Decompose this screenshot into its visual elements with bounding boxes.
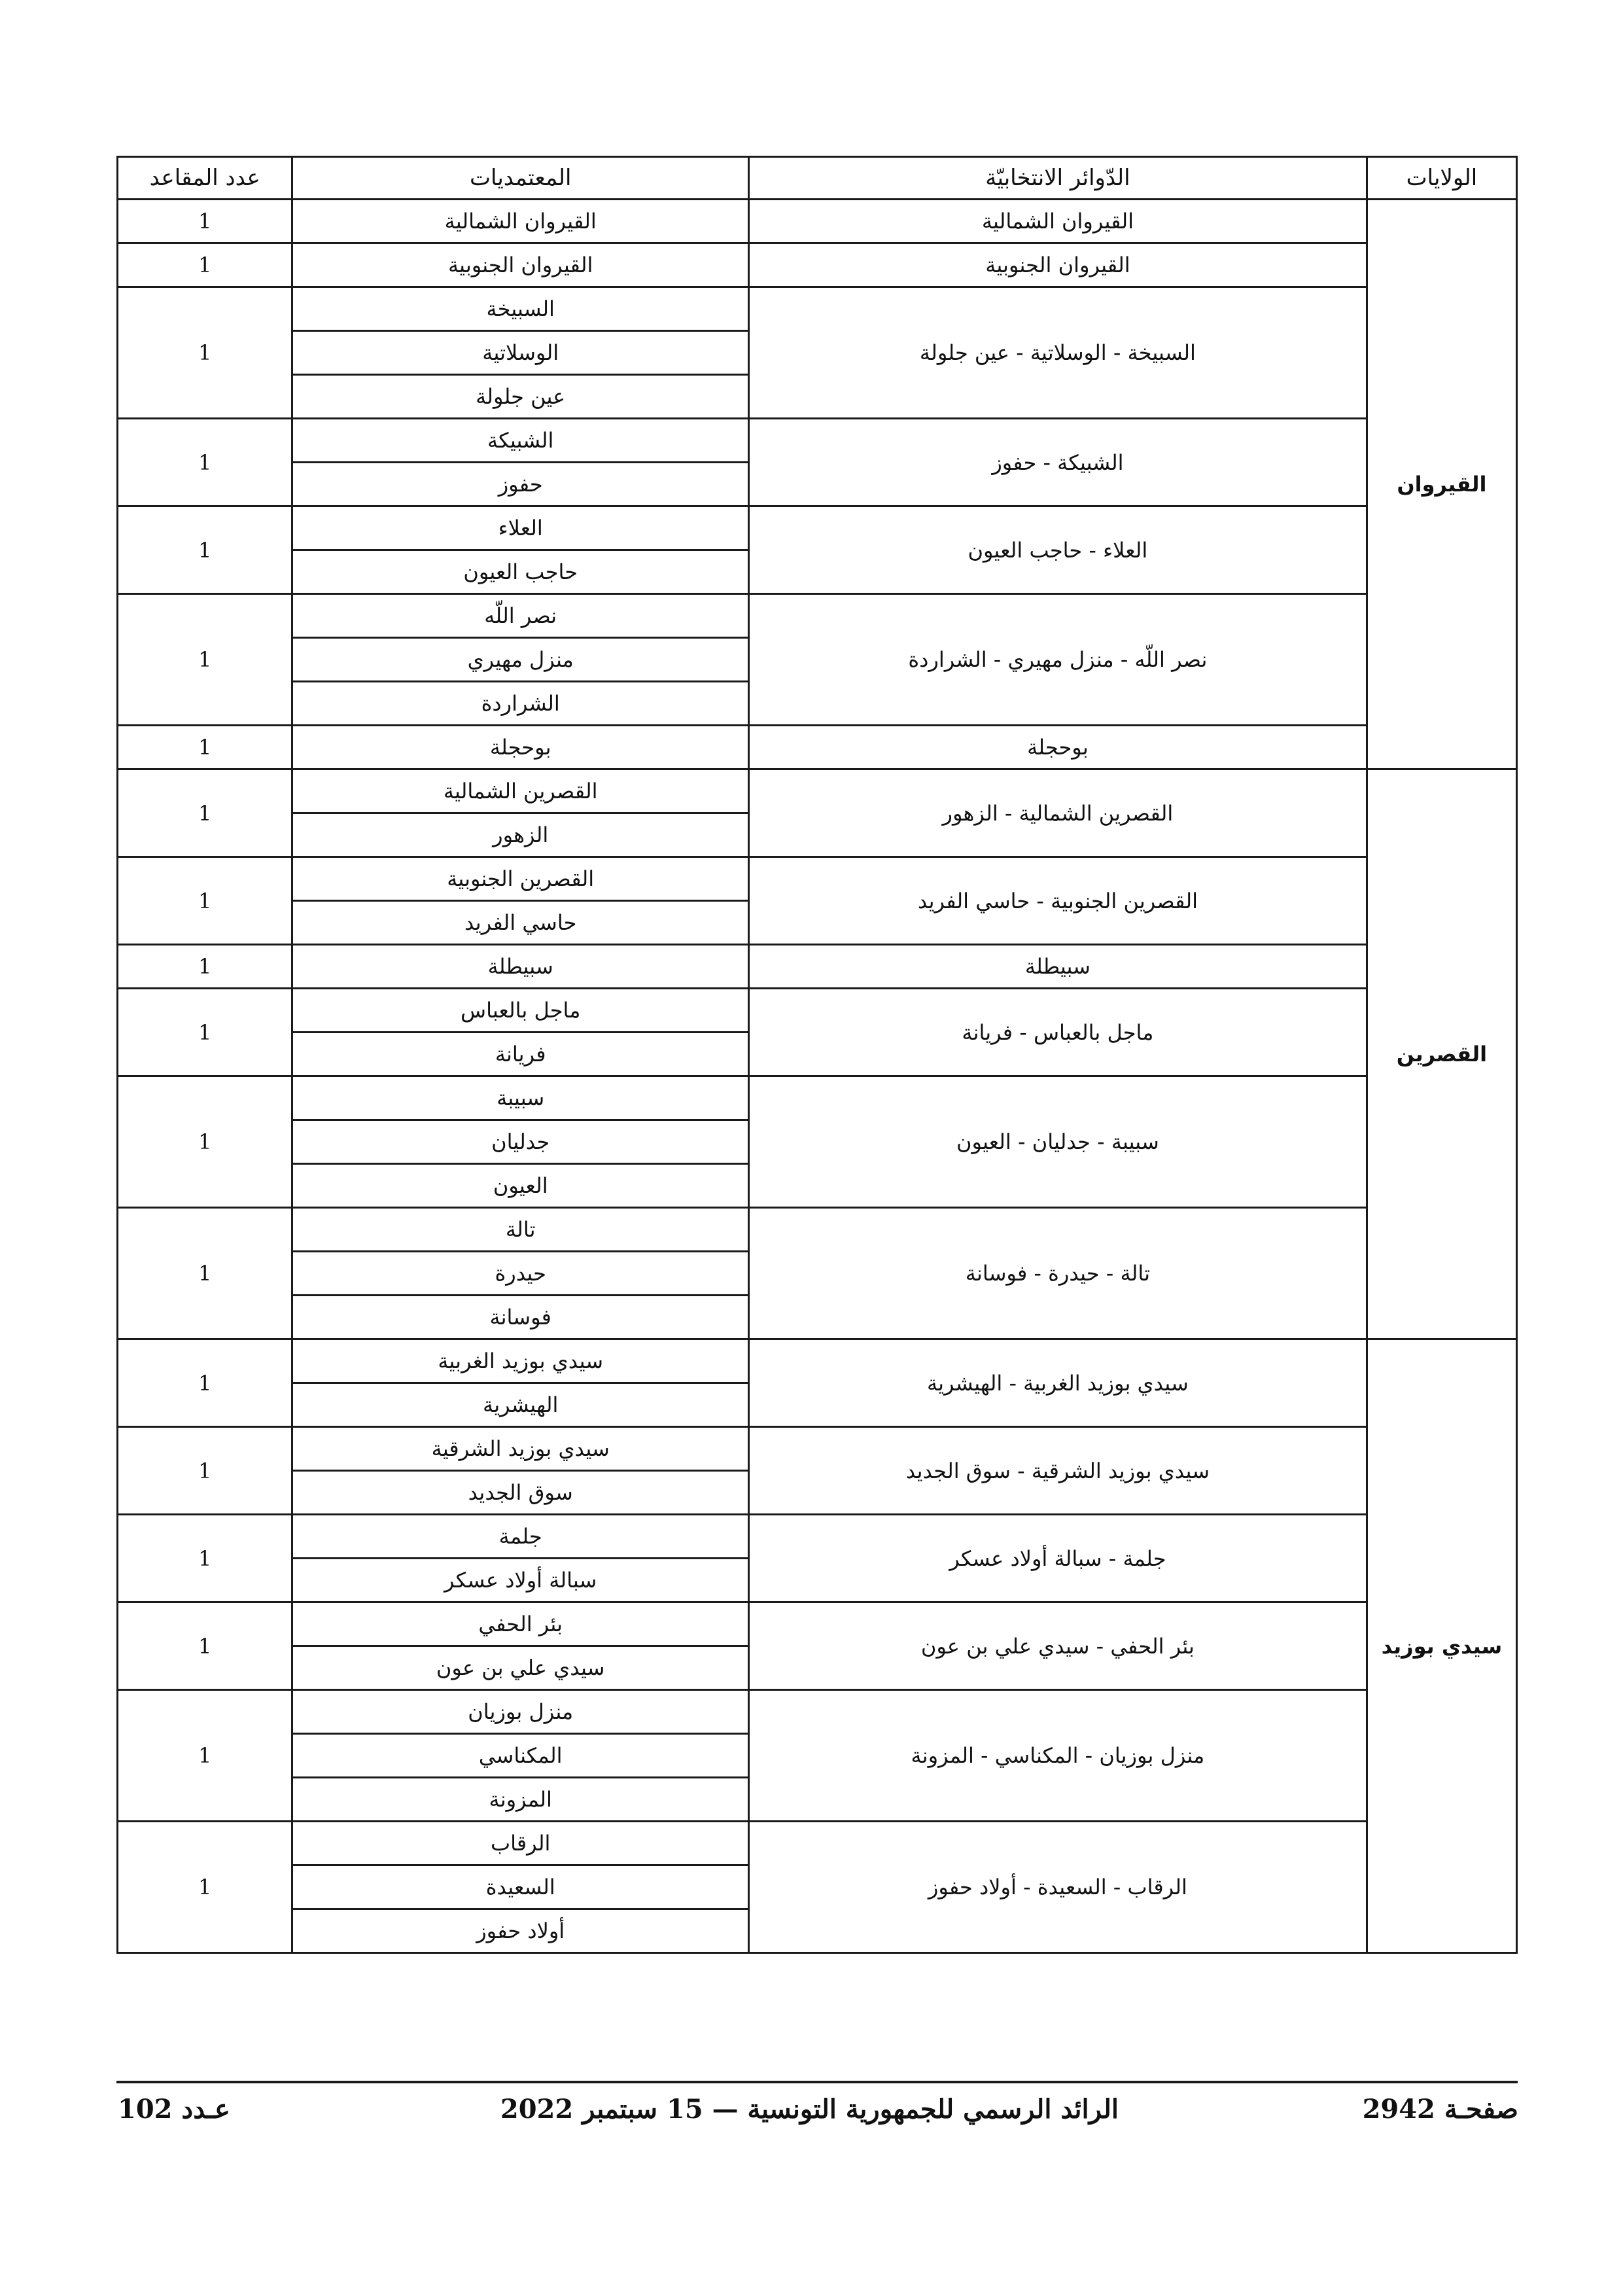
seat-count: 1 — [118, 945, 292, 989]
seat-count: 1 — [118, 1690, 292, 1822]
header-seats: عدد المقاعد — [118, 157, 292, 200]
delegation-name: العلاء — [292, 506, 749, 550]
seat-count: 1 — [118, 200, 292, 243]
table-row — [118, 1690, 1517, 1734]
circ-name: السبيخة - الوسلاتية - عين جلولة — [748, 287, 1367, 419]
delegation-name: سيدي بوزيد الشرقية — [292, 1427, 749, 1471]
delegation-name: حيدرة — [292, 1252, 749, 1296]
header-mutamad: المعتمديات — [292, 157, 749, 200]
delegation-name: حاجب العيون — [292, 550, 749, 594]
seat-count: 1 — [118, 594, 292, 726]
delegation-name: سبالة أولاد عسكر — [292, 1559, 749, 1602]
footer-rule — [116, 2081, 1518, 2083]
delegation-name: الرقاب — [292, 1822, 749, 1865]
delegation-name: ماجل بالعباس — [292, 989, 749, 1033]
table-row — [118, 769, 1517, 813]
circ-name: منزل بوزيان - المكناسي - المزونة — [748, 1690, 1367, 1822]
electoral-districts-table — [116, 156, 1518, 1954]
wilaya-name: سيدي بوزيد — [1367, 1339, 1516, 1953]
delegation-name: الزهور — [292, 813, 749, 857]
delegation-name: الهيشرية — [292, 1383, 749, 1427]
delegation-name: السبيخة — [292, 287, 749, 331]
wilaya-name: القصرين — [1367, 769, 1516, 1339]
table-row — [118, 506, 1517, 550]
circ-name: سبيطلة — [748, 945, 1367, 989]
table-row — [118, 200, 1517, 243]
table-row — [118, 1602, 1517, 1646]
footer-issue-number: عـدد 102 — [118, 2094, 230, 2125]
delegation-name: منزل بوزيان — [292, 1690, 749, 1734]
seat-count: 1 — [118, 1602, 292, 1690]
delegation-name: سبيطلة — [292, 945, 749, 989]
footer-journal-title: الرائد الرسمي للجمهورية التونسية — 15 سبتمبر 2022 — [500, 2094, 1119, 2125]
table-row — [118, 1822, 1517, 1865]
wilaya-name: القيروان — [1367, 200, 1516, 769]
delegation-name: العيون — [292, 1164, 749, 1208]
delegation-name: منزل مهيري — [292, 638, 749, 682]
circ-name: سيدي بوزيد الشرقية - سوق الجديد — [748, 1427, 1367, 1515]
table-body — [118, 200, 1517, 1953]
seat-count: 1 — [118, 769, 292, 857]
table-row — [118, 726, 1517, 769]
delegation-name: السعيدة — [292, 1865, 749, 1909]
seat-count: 1 — [118, 287, 292, 419]
table-row — [118, 594, 1517, 638]
table-row — [118, 1427, 1517, 1471]
circ-name: بوحجلة — [748, 726, 1367, 769]
table-row — [118, 989, 1517, 1033]
circ-name: جلمة - سبالة أولاد عسكر — [748, 1515, 1367, 1602]
table-row — [118, 419, 1517, 463]
seat-count: 1 — [118, 506, 292, 594]
delegation-name: فريانة — [292, 1033, 749, 1076]
circ-name: ماجل بالعباس - فريانة — [748, 989, 1367, 1076]
delegation-name: أولاد حفوز — [292, 1909, 749, 1953]
table-row — [118, 857, 1517, 901]
delegation-name: القصرين الجنوبية — [292, 857, 749, 901]
delegation-name: الشراردة — [292, 682, 749, 726]
seat-count: 1 — [118, 1339, 292, 1427]
seat-count: 1 — [118, 1515, 292, 1602]
header-circ: الدّوائر الانتخابيّة — [748, 157, 1367, 200]
delegation-name: المزونة — [292, 1778, 749, 1822]
circ-name: تالة - حيدرة - فوسانة — [748, 1208, 1367, 1339]
table-row — [118, 1208, 1517, 1252]
table-row — [118, 1515, 1517, 1559]
delegation-name: فوسانة — [292, 1296, 749, 1339]
seat-count: 1 — [118, 1822, 292, 1953]
seat-count: 1 — [118, 1076, 292, 1208]
table-row — [118, 1339, 1517, 1383]
delegation-name: نصر اللّه — [292, 594, 749, 638]
seat-count: 1 — [118, 243, 292, 287]
delegation-name: حفوز — [292, 463, 749, 506]
seat-count: 1 — [118, 857, 292, 945]
circ-name: القيروان الشمالية — [748, 200, 1367, 243]
circ-name: بئر الحفي - سيدي علي بن عون — [748, 1602, 1367, 1690]
delegation-name: سيدي علي بن عون — [292, 1646, 749, 1690]
circ-name: القصرين الجنوبية - حاسي الفريد — [748, 857, 1367, 945]
circ-name: العلاء - حاجب العيون — [748, 506, 1367, 594]
delegation-name: القصرين الشمالية — [292, 769, 749, 813]
circ-name: القيروان الجنوبية — [748, 243, 1367, 287]
circ-name: القصرين الشمالية - الزهور — [748, 769, 1367, 857]
delegation-name: بئر الحفي — [292, 1602, 749, 1646]
delegation-name: سيدي بوزيد الغربية — [292, 1339, 749, 1383]
table-row — [118, 945, 1517, 989]
seat-count: 1 — [118, 989, 292, 1076]
circ-name: سبيبة - جدليان - العيون — [748, 1076, 1367, 1208]
delegation-name: سوق الجديد — [292, 1471, 749, 1515]
circ-name: نصر اللّه - منزل مهيري - الشراردة — [748, 594, 1367, 726]
delegation-name: عين جلولة — [292, 375, 749, 419]
delegation-name: تالة — [292, 1208, 749, 1252]
header-wilaya: الولايات — [1367, 157, 1516, 200]
delegation-name: جلمة — [292, 1515, 749, 1559]
footer-page-number: صفحـة 2942 — [1362, 2094, 1518, 2125]
table-row — [118, 287, 1517, 331]
circ-name: سيدي بوزيد الغربية - الهيشرية — [748, 1339, 1367, 1427]
table-header-row — [118, 157, 1517, 200]
delegation-name: القيروان الجنوبية — [292, 243, 749, 287]
seat-count: 1 — [118, 726, 292, 769]
delegation-name: المكناسي — [292, 1734, 749, 1778]
delegation-name: جدليان — [292, 1120, 749, 1164]
delegation-name: الشبيكة — [292, 419, 749, 463]
seat-count: 1 — [118, 1427, 292, 1515]
delegation-name: سبيبة — [292, 1076, 749, 1120]
table-row — [118, 243, 1517, 287]
delegation-name: القيروان الشمالية — [292, 200, 749, 243]
delegation-name: الوسلاتية — [292, 331, 749, 375]
delegation-name: حاسي الفريد — [292, 901, 749, 945]
seat-count: 1 — [118, 419, 292, 506]
circ-name: الشبيكة - حفوز — [748, 419, 1367, 506]
circ-name: الرقاب - السعيدة - أولاد حفوز — [748, 1822, 1367, 1953]
seat-count: 1 — [118, 1208, 292, 1339]
delegation-name: بوحجلة — [292, 726, 749, 769]
table-row — [118, 1076, 1517, 1120]
